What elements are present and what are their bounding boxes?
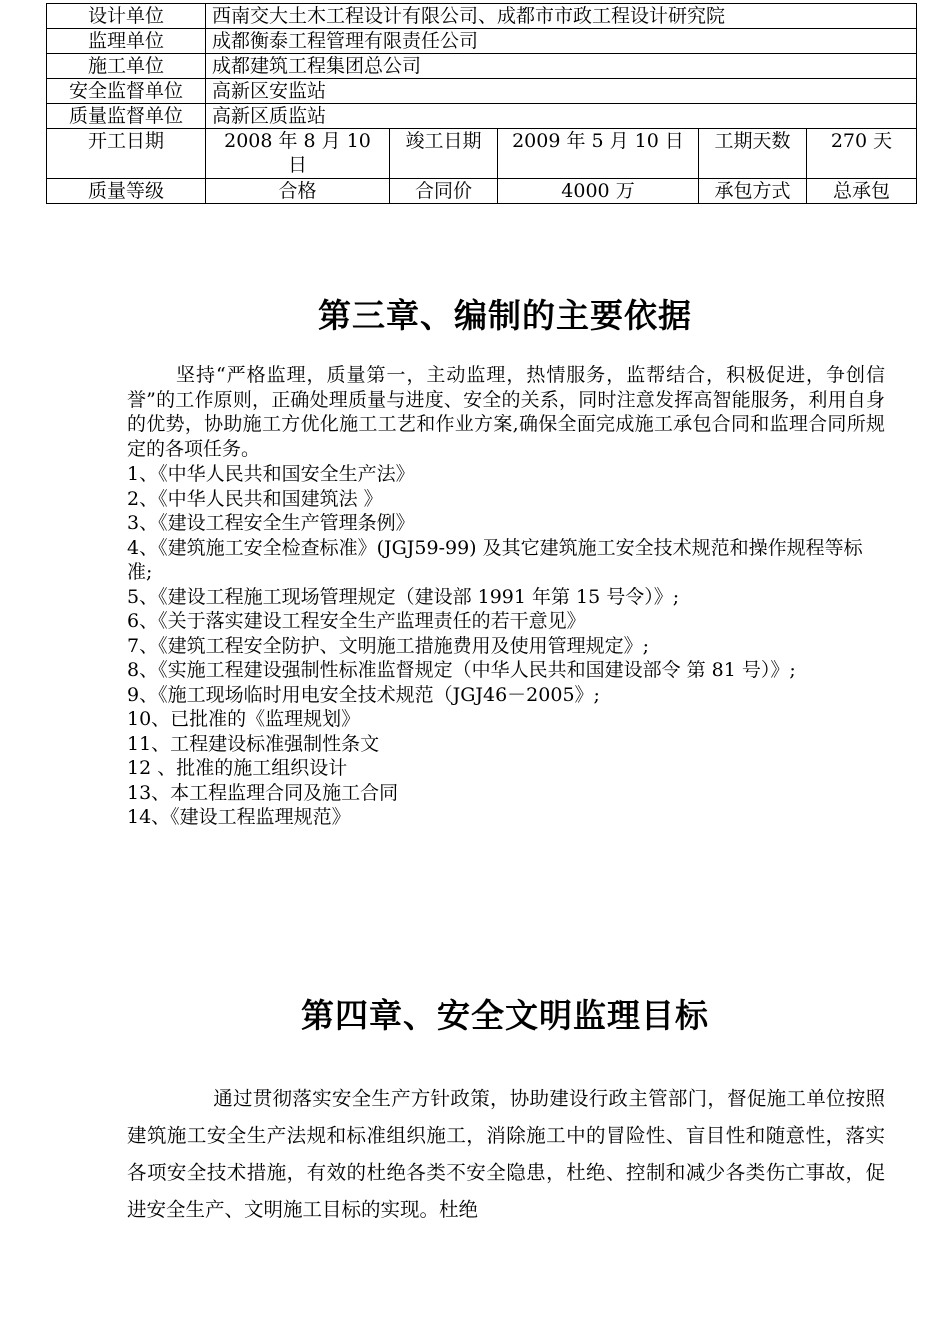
- list-item: 8、《实施工程建设强制性标准监督规定（中华人民共和国建设部令 第 81 号）》;: [127, 659, 796, 681]
- reference-list: [127, 462, 885, 830]
- table-row: [47, 29, 917, 54]
- list-item: 4、《建筑施工安全检查标准》(JGJ59-99) 及其它建筑施工安全技术规范和操作规程等标准;: [127, 536, 863, 583]
- contract-price-value: 4000 万: [498, 179, 699, 204]
- chapter3-intro: [127, 363, 885, 461]
- row-label: 监理单位: [47, 29, 206, 54]
- quality-label: 质量等级: [47, 179, 206, 204]
- end-date-label: 竣工日期: [390, 129, 498, 179]
- table-row-quality: [47, 179, 917, 204]
- list-item: 14、《建设工程监理规范》: [127, 806, 351, 828]
- row-value: 成都衡泰工程管理有限责任公司: [206, 29, 917, 54]
- start-date-value: 2008 年 8 月 10 日: [206, 129, 390, 179]
- table-row: [47, 79, 917, 104]
- chapter4-title: 第四章、安全文明监理目标: [301, 996, 709, 1035]
- list-item: 1、《中华人民共和国安全生产法》: [127, 463, 415, 485]
- list-item: 2、《中华人民共和国建筑法 》: [127, 487, 383, 510]
- table-row: [47, 4, 917, 29]
- duration-label: 工期天数: [699, 129, 807, 179]
- row-value: 成都建筑工程集团总公司: [206, 54, 917, 79]
- end-date-value: 2009 年 5 月 10 日: [498, 129, 699, 179]
- list-item: 3、《建设工程安全生产管理条例》: [127, 512, 415, 534]
- row-label: 施工单位: [47, 54, 206, 79]
- chapter3-title: 第三章、编制的主要依据: [318, 296, 692, 335]
- table-row-dates: [47, 129, 917, 179]
- row-label: 设计单位: [47, 4, 206, 29]
- contract-type-label: 承包方式: [699, 179, 807, 204]
- list-item: 10、已批准的《监理规划》: [127, 708, 361, 730]
- list-item: 13、本工程监理合同及施工合同: [127, 781, 399, 804]
- quality-value: 合格: [206, 179, 390, 204]
- chapter4-intro-text: 通过贯彻落实安全生产方针政策，协助建设行政主管部门，督促施工单位按照建筑施工安全生产法规和标准组织施工，消除施工中的冒险性、盲目性和随意性，落实各项安全技术措施，有效的杜绝各类不安全隐患，杜绝、控制和减少各类伤亡事故，促进安全生产、文明施工目标的实现。杜绝: [127, 1087, 885, 1221]
- chapter4-intro: [127, 1080, 885, 1228]
- project-info-table: [46, 3, 917, 204]
- row-value: 西南交大土木工程设计有限公司、成都市市政工程设计研究院: [206, 4, 917, 29]
- list-item: 12 、批准的施工组织设计: [127, 757, 348, 779]
- row-label: 安全监督单位: [47, 79, 206, 104]
- duration-value: 270 天: [807, 129, 917, 179]
- list-item: 7、《建筑工程安全防护、文明施工措施费用及使用管理规定》;: [127, 634, 649, 657]
- row-label: 质量监督单位: [47, 104, 206, 129]
- start-date-label: 开工日期: [47, 129, 206, 179]
- contract-type-value: 总承包: [807, 179, 917, 204]
- list-item: 11、工程建设标准强制性条文: [127, 732, 380, 755]
- list-item: 6、《关于落实建设工程安全生产监理责任的若干意见》: [127, 610, 586, 632]
- table-row: [47, 104, 917, 129]
- contract-price-label: 合同价: [390, 179, 498, 204]
- row-value: 高新区质监站: [206, 104, 917, 129]
- list-item: 9、《施工现场临时用电安全技术规范（JGJ46－2005》;: [127, 683, 600, 706]
- table-row: [47, 54, 917, 79]
- row-value: 高新区安监站: [206, 79, 917, 104]
- list-item: 5、《建设工程施工现场管理规定（建设部 1991 年第 15 号令）》;: [127, 585, 680, 608]
- chapter3-intro-text: 坚持“严格监理，质量第一，主动监理，热情服务，监帮结合，积极促进，争创信誉”的工作原则，正确处理质量与进度、安全的关系，同时注意发挥高智能服务，利用自身的优势，协助施工方优化施工工艺和作业方案,确保全面完成施工承包合同和监理合同所规定的各项任务。: [127, 364, 885, 460]
